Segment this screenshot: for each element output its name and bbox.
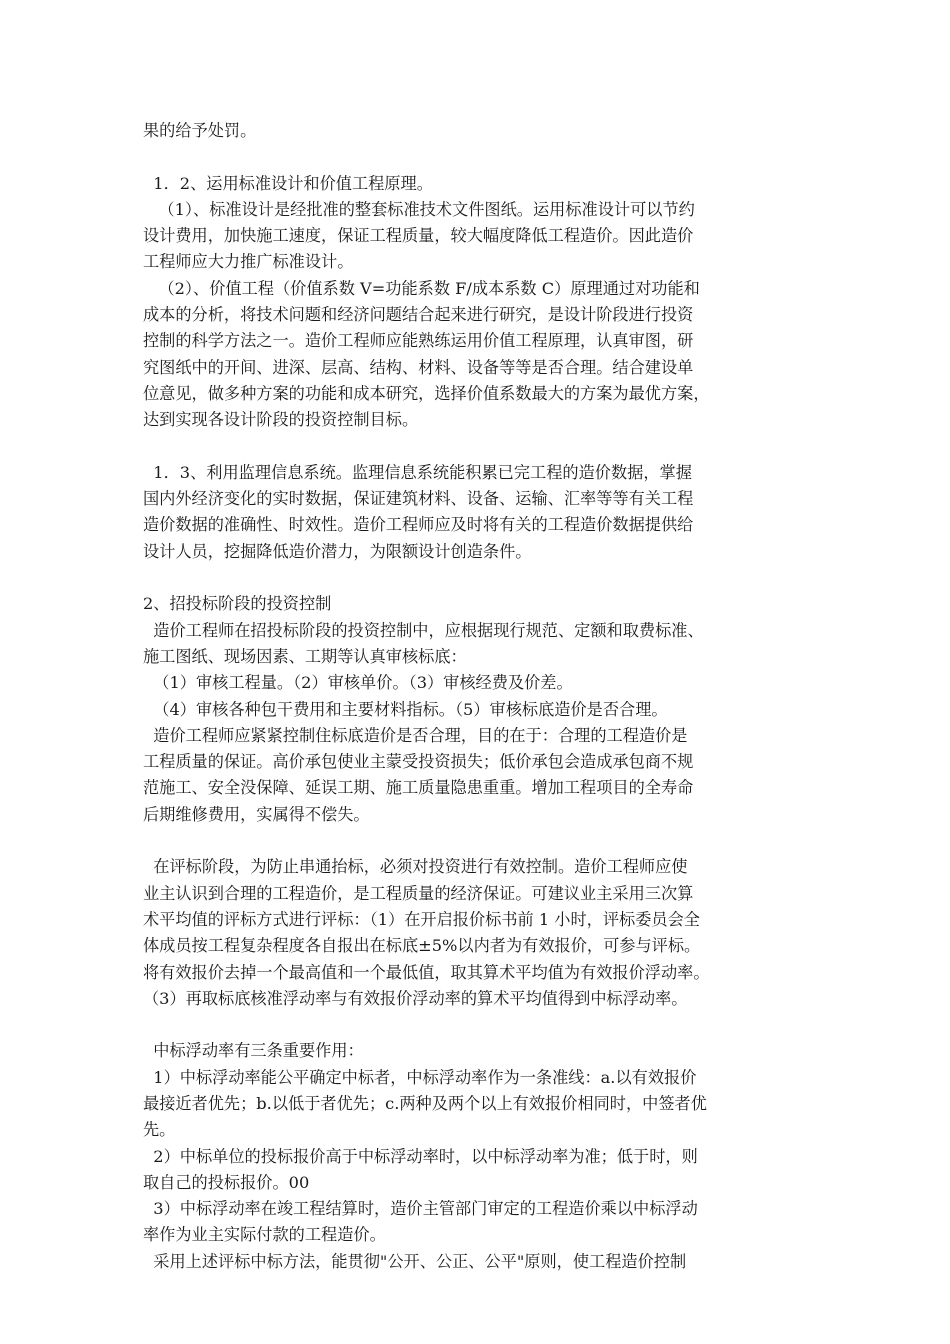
text-line: 设计人员，挖掘降低造价潜力，为限额设计创造条件。 (143, 541, 532, 561)
text-line: 果的给予处罚。 (143, 121, 257, 140)
blank-line (143, 434, 813, 460)
text-line: （4）审核各种包干费用和主要材料指标。（5）审核标底造价是否合理。 (143, 699, 668, 719)
blank-line (143, 565, 813, 591)
text-line: 2、招投标阶段的投资控制 (143, 594, 332, 614)
text-line: 成本的分析，将技术问题和经济问题结合起来进行研究，是设计阶段进行投资 (143, 305, 694, 325)
text-line: 采用上述评标中标方法，能贯彻"公开、公正、公平"原则，使工程造价控制 (143, 1251, 687, 1271)
text-line: 将有效报价去掉一个最高值和一个最低值，取其算术平均值为有效报价浮动率。 (143, 962, 710, 982)
text-line: 位意见，做多种方案的功能和成本研究，选择价值系数最大的方案为最优方案， (143, 383, 710, 403)
blank-line (143, 1012, 813, 1038)
text-line: 2）中标单位的投标报价高于中标浮动率时，以中标浮动率为准；低于时，则 (143, 1146, 698, 1166)
text-line: 1．2、运用标准设计和价值工程原理。 (143, 173, 433, 193)
text-line: 施工图纸、现场因素、工期等认真审核标底： (143, 646, 467, 666)
text-line: 工程质量的保证。高价承包使业主蒙受投资损失；低价承包会造成承包商不规 (143, 752, 694, 772)
text-line: （3）再取标底核准浮动率与有效报价浮动率的算术平均值得到中标浮动率。 (143, 988, 688, 1008)
text-line: 工程师应大力推广标准设计。 (143, 252, 354, 272)
text-line: 在评标阶段，为防止串通抬标，必须对投资进行有效控制。造价工程师应使 (143, 857, 688, 877)
text-line: 取自己的投标报价。00 (143, 1172, 310, 1192)
text-line: 造价工程师应紧紧控制住标底造价是否合理，目的在于：合理的工程造价是 (143, 725, 688, 745)
text-line: 造价数据的准确性、时效性。造价工程师应及时将有关的工程造价数据提供给 (143, 515, 694, 535)
text-line: 究图纸中的开间、进深、层高、结构、材料、设备等等是否合理。结合建设单 (143, 357, 694, 377)
text-line: 1）中标浮动率能公平确定中标者，中标浮动率作为一条准线：a.以有效报价 (143, 1067, 697, 1087)
blank-line (143, 144, 813, 170)
text-line: 后期维修费用，实属得不偿失。 (143, 804, 370, 824)
text-line: 1．3、利用监理信息系统。监理信息系统能积累已完工程的造价数据，掌握 (143, 462, 692, 482)
text-line: 3）中标浮动率在竣工程结算时，造价主管部门审定的工程造价乘以中标浮动 (143, 1199, 698, 1219)
text-line: 设计费用，加快施工速度，保证工程质量，较大幅度降低工程造价。因此造价 (143, 226, 694, 246)
text-line: 中标浮动率有三条重要作用： (143, 1041, 364, 1061)
text-line: 国内外经济变化的实时数据，保证建筑材料、设备、运输、汇率等等有关工程 (143, 489, 694, 509)
text-line: （2）、价值工程（价值系数 V=功能系数 F/成本系数 C）原理通过对功能和 (143, 278, 700, 298)
text-line: 先。 (143, 1120, 176, 1140)
text-line: 控制的科学方法之一。造价工程师应能熟练运用价值工程原理，认真审图，研 (143, 331, 694, 351)
text-line: 造价工程师在招投标阶段的投资控制中，应根据现行规范、定额和取费标准、 (143, 620, 704, 640)
text-line: 术平均值的评标方式进行评标：（1）在开启报价标书前 1 小时，评标委员会全 (143, 909, 700, 929)
blank-line (143, 828, 813, 854)
text-line: 最接近者优先；b.以低于者优先；c.两种及两个以上有效报价相同时，中签者优 (143, 1093, 707, 1113)
text-line: 范施工、安全没保障、延误工期、施工质量隐患重重。增加工程项目的全寿命 (143, 778, 694, 798)
text-line: 率作为业主实际付款的工程造价。 (143, 1225, 386, 1245)
text-line: 达到实现各设计阶段的投资控制目标。 (143, 410, 419, 430)
text-line: 体成员按工程复杂程度各自报出在标底±5%以内者为有效报价，可参与评标。 (143, 936, 701, 956)
document-body (143, 118, 813, 1275)
text-line: （1）审核工程量。（2）审核单价。（3）审核经费及价差。 (143, 673, 573, 693)
text-line: （1）、标准设计是经批准的整套标准技术文件图纸。运用标准设计可以节约 (143, 199, 695, 219)
text-line: 业主认识到合理的工程造价，是工程质量的经济保证。可建议业主采用三次算 (143, 883, 694, 903)
